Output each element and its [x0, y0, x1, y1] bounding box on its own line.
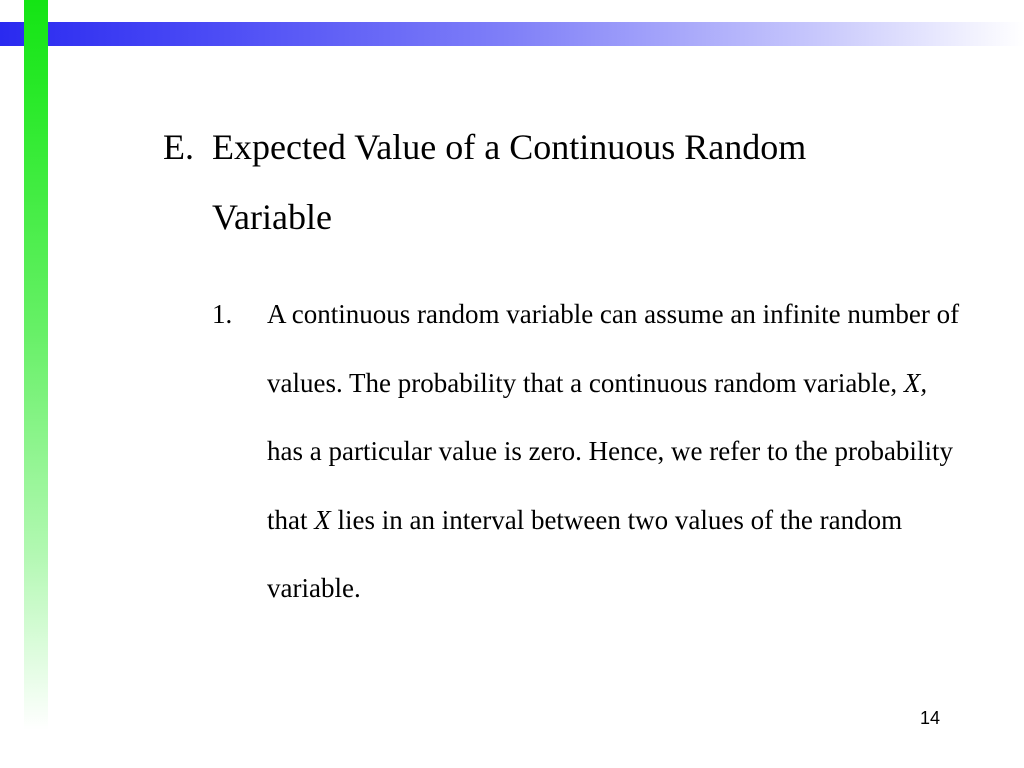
body-text-3: lies in an interval between two values of the random variable.	[267, 504, 903, 603]
list-item	[212, 280, 972, 623]
variable-x-1: X,	[903, 367, 928, 398]
slide-heading	[163, 112, 923, 252]
variable-x-2: X	[314, 504, 331, 535]
page-number: 14	[919, 708, 940, 728]
heading-letter: E.	[163, 127, 194, 167]
list-item-body	[267, 280, 967, 623]
body-text-2: has a particular value is zero. Hence, we refer to the probability that	[267, 436, 953, 535]
body-text-1: A continuous random variable can assume an infinite number of values. The probability that a continuous random variable,	[267, 299, 960, 398]
list-item-number: 1.	[212, 299, 233, 329]
heading-text: Expected Value of a Continuous Random Variable	[212, 127, 807, 237]
